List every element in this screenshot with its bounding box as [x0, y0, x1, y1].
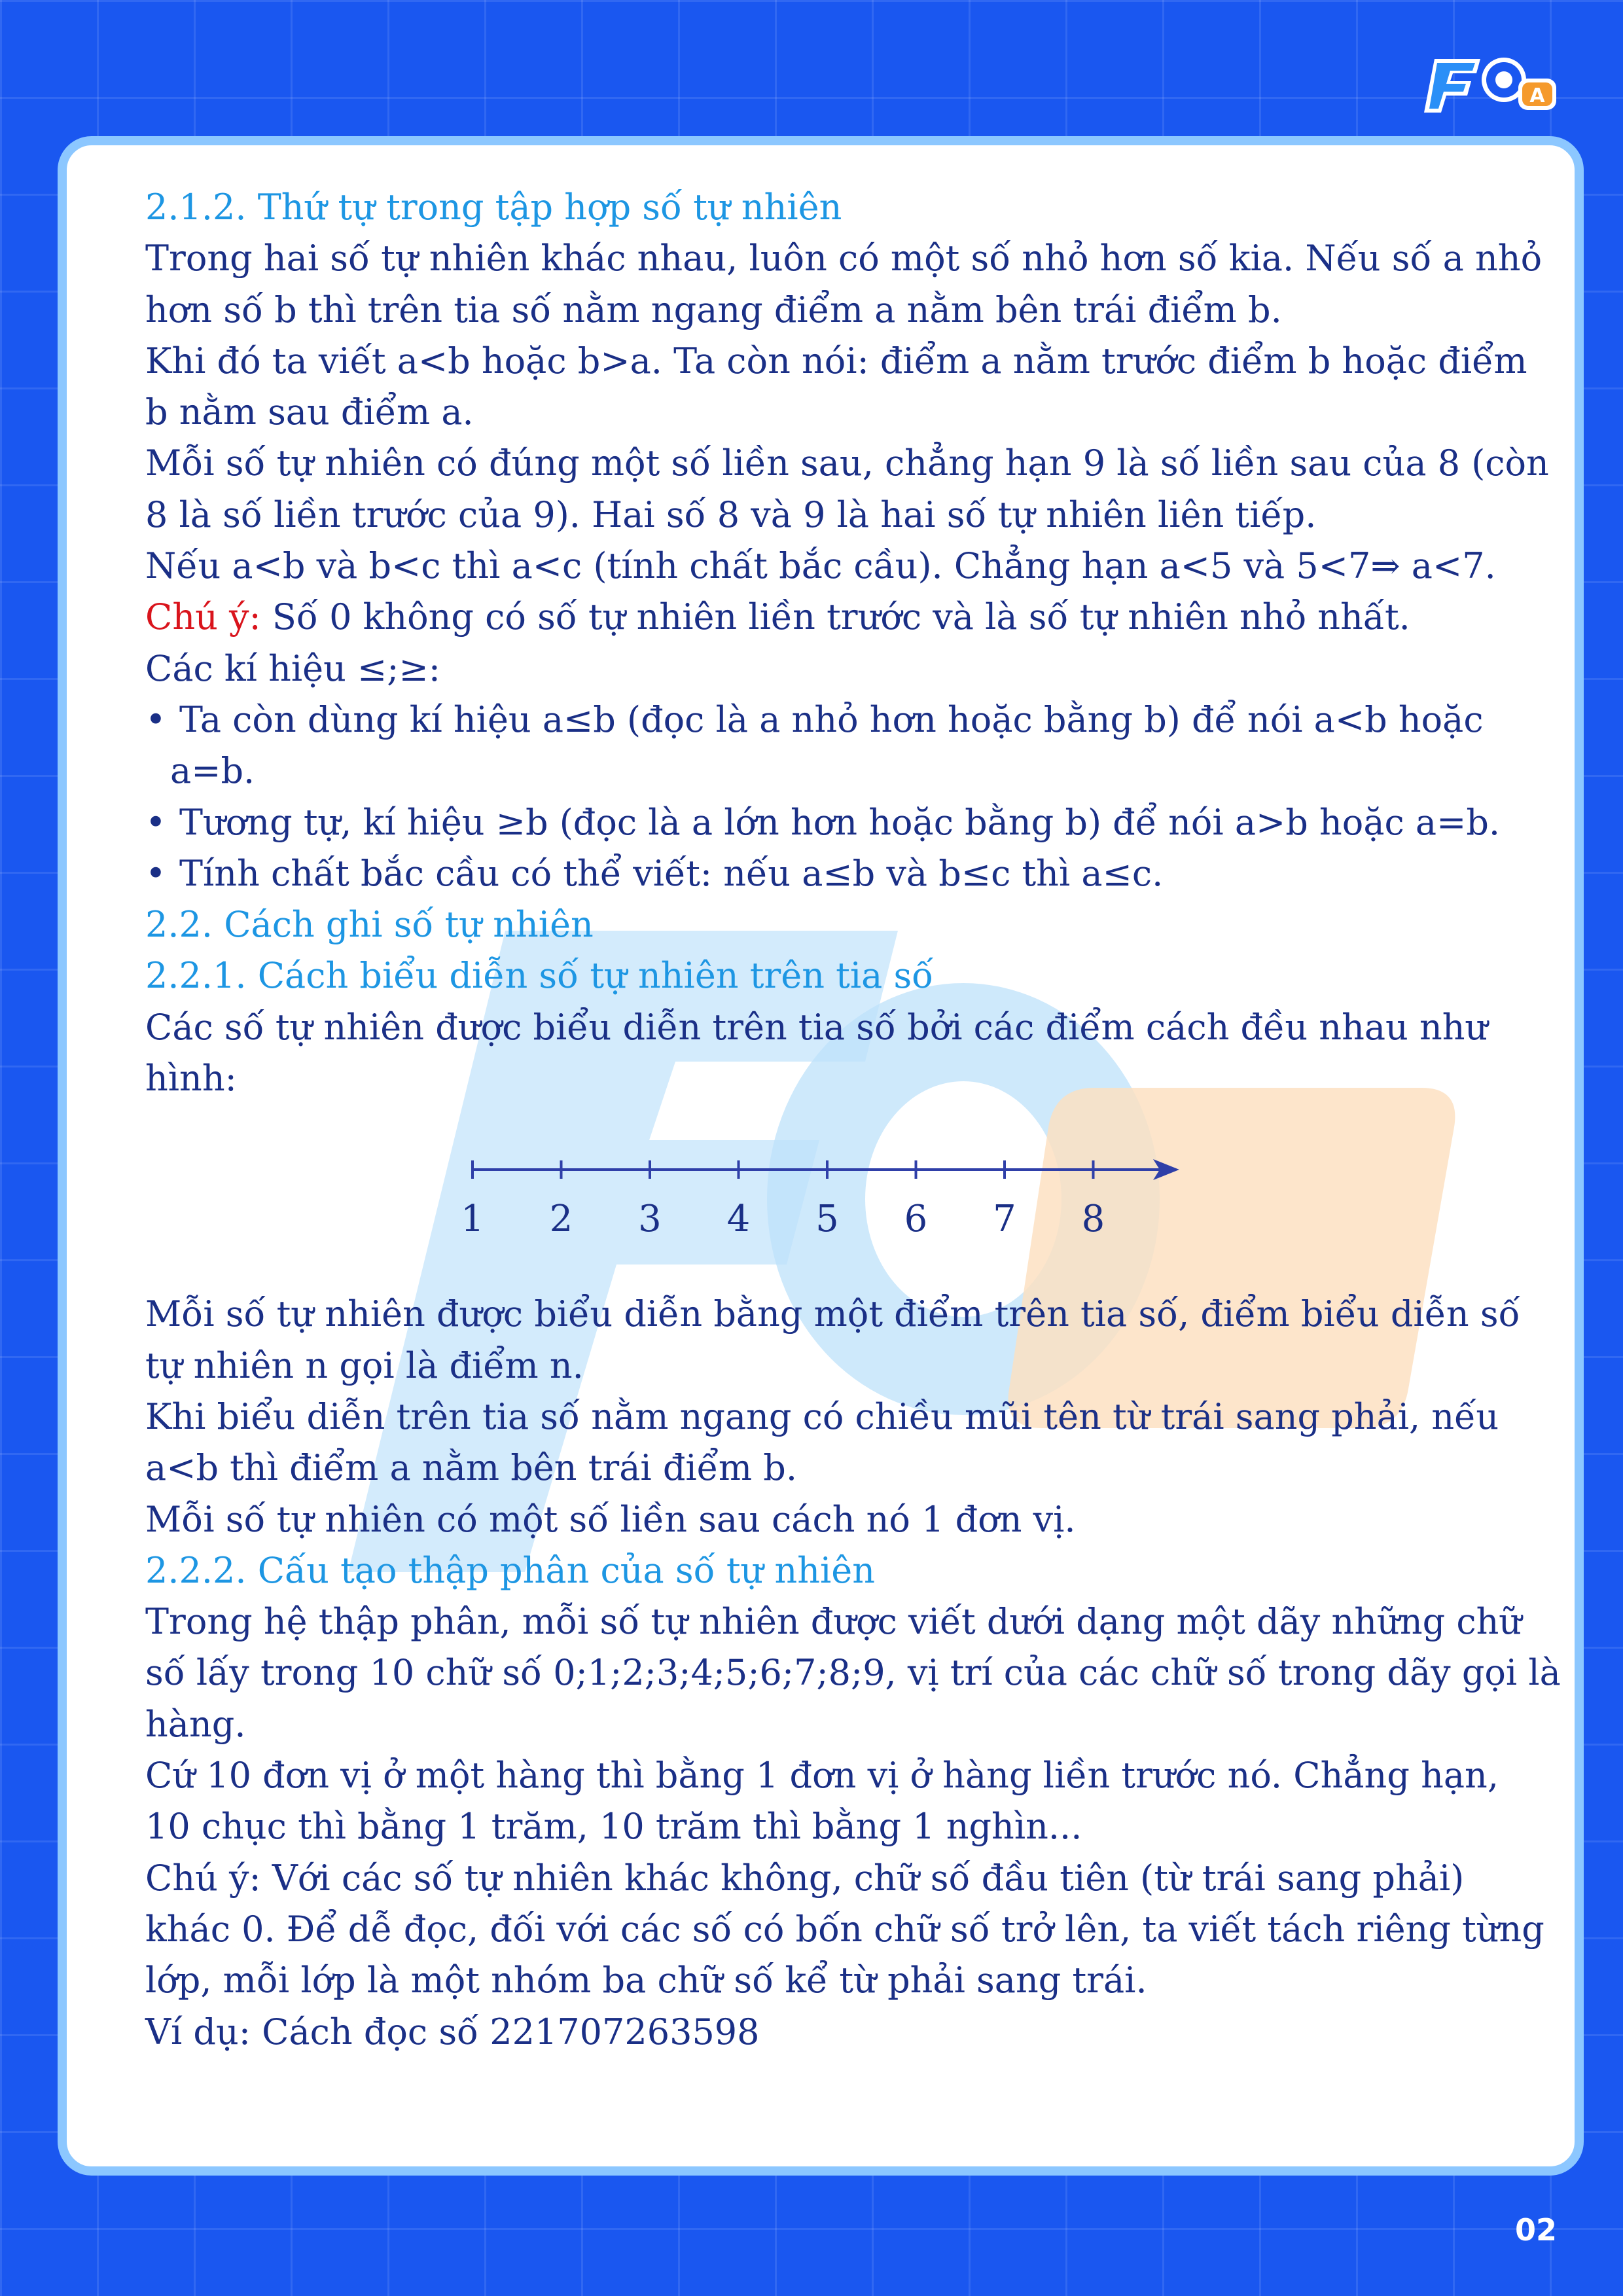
paragraph-line: a<b thì điểm a nằm bên trái điểm b. [145, 1447, 797, 1489]
paragraph-line: Mỗi số tự nhiên được biểu diễn bằng một điểm trên tia số, điểm biểu diễn số [145, 1293, 1520, 1335]
paragraph-line: Chú ý: Với các số tự nhiên khác không, chữ số đầu tiên (từ trái sang phải) [145, 1857, 1465, 1899]
bullet-marker: • [145, 801, 166, 843]
paragraph-line: lớp, mỗi lớp là một nhóm ba chữ số kể từ phải sang trái. [145, 1960, 1147, 2001]
paragraph-line: Khi biểu diễn trên tia số nằm ngang có chiều mũi tên từ trái sang phải, nếu [145, 1395, 1499, 1437]
note-line [145, 592, 1513, 643]
paragraph-line: 10 chục thì bằng 1 trăm, 10 trăm thì bằng 1 nghìn... [145, 1806, 1082, 1848]
paragraph-line: hình: [145, 1058, 237, 1100]
number-line-label: 8 [1081, 1198, 1105, 1241]
heading-2-1-2: 2.1.2. Thứ tự trong tập hợp số tự nhiên [145, 187, 842, 228]
content-card [58, 136, 1584, 2176]
heading-2-2-2: 2.2.2. Cấu tạo thập phân của số tự nhiên [145, 1549, 876, 1591]
bullet-item [145, 797, 1513, 848]
bullet-continuation: a=b. [170, 750, 255, 792]
fqa-logo [1420, 39, 1564, 118]
heading-2-2: 2.2. Cách ghi số tự nhiên [145, 904, 594, 946]
paragraph-line: hàng. [145, 1703, 246, 1745]
paragraph-line: khác 0. Để dễ đọc, đối với các số có bốn chữ số trở lên, ta viết tách riêng từng [145, 1908, 1544, 1950]
bullet-item [145, 694, 1513, 745]
note-label: Chú ý: [145, 596, 261, 638]
paragraph-line: số lấy trong 10 chữ số 0;1;2;3;4;5;6;7;8;9, vị trí của các chữ số trong dãy gọi là [145, 1652, 1561, 1694]
number-line-label: 3 [638, 1198, 662, 1241]
example-line: Ví dụ: Cách đọc số 221707263598 [145, 2011, 760, 2053]
paragraph-line: b nằm sau điểm a. [145, 391, 474, 433]
logo-f [1424, 59, 1480, 113]
paragraph-line: hơn số b thì trên tia số nằm ngang điểm a nằm bên trái điểm b. [145, 289, 1282, 331]
paragraph-line: Trong hai số tự nhiên khác nhau, luôn có một số nhỏ hơn số kia. Nếu số a nhỏ [145, 238, 1543, 279]
bullet-text: Tính chất bắc cầu có thể viết: nếu a≤b và b≤c thì a≤c. [179, 852, 1164, 894]
bullet-marker: • [145, 698, 166, 740]
paragraph-line: Các số tự nhiên được biểu diễn trên tia số bởi các điểm cách đều nhau như [145, 1006, 1488, 1048]
bullet-marker: • [145, 852, 166, 894]
number-line-svg [145, 1104, 1513, 1289]
heading-2-2-1: 2.2.1. Cách biểu diễn số tự nhiên trên tia số [145, 955, 934, 997]
number-line-label: 4 [726, 1198, 751, 1241]
paragraph-line: 8 là số liền trước của 9). Hai số 8 và 9 là hai số tự nhiên liên tiếp. [145, 493, 1317, 535]
logo-a [1518, 79, 1556, 110]
bullet-text: Ta còn dùng kí hiệu a≤b (đọc là a nhỏ hơn hoặc bằng b) để nói a<b hoặc [179, 698, 1484, 740]
number-line-label: 1 [461, 1198, 484, 1241]
paragraph-line: Mỗi số tự nhiên có đúng một số liền sau, chẳng hạn 9 là số liền sau của 8 (còn [145, 442, 1549, 484]
paragraph-line: Khi đó ta viết a<b hoặc b>a. Ta còn nói: điểm a nằm trước điểm b hoặc điểm [145, 340, 1527, 382]
paragraph-line: Cứ 10 đơn vị ở một hàng thì bằng 1 đơn vị ở hàng liền trước nó. Chẳng hạn, [145, 1755, 1499, 1797]
document-body [145, 182, 1561, 2058]
bullet-text: Tương tự, kí hiệu ≥b (đọc là a lớn hơn hoặc bằng b) để nói a>b hoặc a=b. [179, 801, 1501, 843]
paragraph-line: tự nhiên n gọi là điểm n. [145, 1344, 584, 1386]
symbols-intro: Các kí hiệu ≤;≥: [145, 647, 440, 689]
svg-text:A: A [1529, 84, 1545, 107]
page-number: 02 [1515, 2212, 1558, 2248]
number-line-label: 6 [904, 1198, 928, 1241]
paragraph-line: Trong hệ thập phân, mỗi số tự nhiên được viết dưới dạng một dãy những chữ [145, 1601, 1522, 1643]
number-line-figure [145, 1104, 1513, 1289]
number-line-label: 5 [815, 1198, 839, 1241]
bullet-item [145, 848, 1513, 899]
paragraph-line: Nếu a<b và b<c thì a<c (tính chất bắc cầu). Chẳng hạn a<5 và 5<7⇒ a<7. [145, 545, 1496, 587]
number-line-label: 2 [549, 1198, 573, 1241]
number-line-label: 7 [993, 1198, 1016, 1241]
note-text: Số 0 không có số tự nhiên liền trước và là số tự nhiên nhỏ nhất. [260, 596, 1410, 638]
paragraph-line: Mỗi số tự nhiên có một số liền sau cách nó 1 đơn vị. [145, 1498, 1076, 1540]
